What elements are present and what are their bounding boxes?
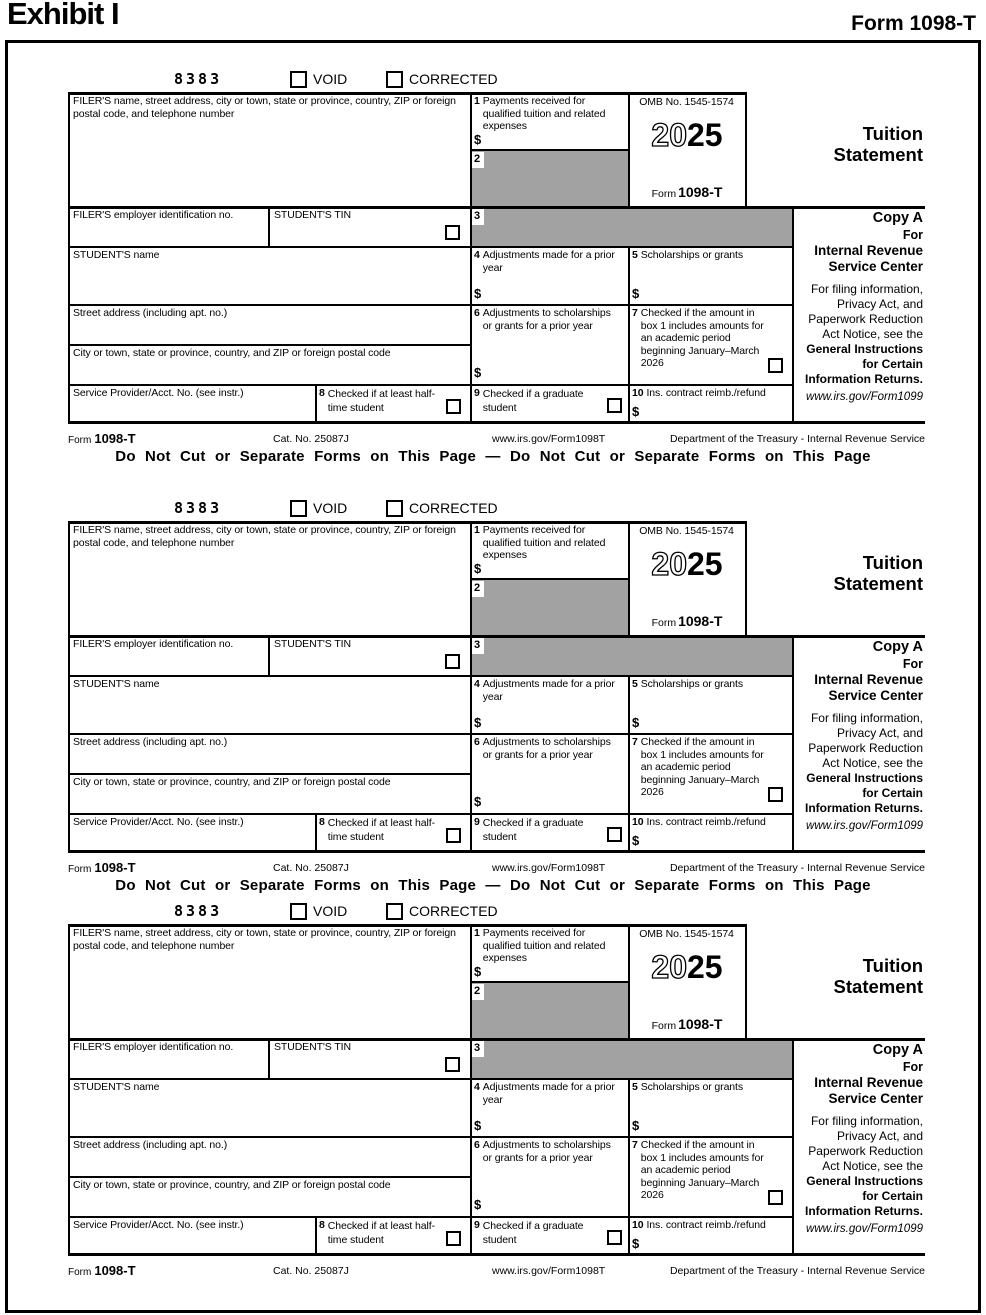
- exhibit-title: Exhibit I: [7, 0, 119, 31]
- divider-line: [268, 1038, 270, 1080]
- form-scan-code: 8383: [174, 499, 223, 517]
- corrected-checkbox[interactable]: [386, 500, 403, 517]
- copy-a-block: Copy A For Internal Revenue Service Center For filing information, Privacy Act, and Paperwork Reduction Act Notice, see the General Instructions for Certain Information Returns. www.irs.gov/Form1099: [791, 210, 923, 403]
- irs-form-url: www.irs.gov/Form1098T: [492, 1265, 606, 1277]
- student-tin-label: STUDENT'S TIN: [274, 1041, 351, 1053]
- void-checkbox[interactable]: [290, 903, 307, 920]
- irs-form-url: www.irs.gov/Form1098T: [492, 862, 606, 874]
- box5-dollar: $: [632, 286, 640, 301]
- corrected-label: CORRECTED: [409, 71, 498, 87]
- omb-number: OMB No. 1545-1574: [639, 928, 734, 940]
- divider-line: [68, 675, 794, 677]
- box6-dollar: $: [474, 794, 482, 809]
- box3-shaded-area: [470, 635, 792, 677]
- box1-label: 1 Payments received for qualified tuition and related expenses: [474, 95, 606, 132]
- box1-label: 1 Payments received for qualified tuition and related expenses: [474, 927, 606, 964]
- irs-1099-url: www.irs.gov/Form1099: [806, 391, 923, 403]
- box3-number: 3: [472, 1041, 484, 1057]
- omb-number: OMB No. 1545-1574: [639, 525, 734, 537]
- box9-label: 9 Checked if a graduate student: [474, 387, 584, 414]
- box1-dollar: $: [474, 132, 482, 147]
- box7-label: 7 Checked if the amount in box 1 includes amounts for an academic period beginning January–March 2026: [632, 736, 764, 798]
- service-provider-label: Service Provider/Acct. No. (see instr.): [73, 816, 244, 828]
- box2-shaded-area: [470, 981, 628, 1040]
- box2-shaded-area: [470, 578, 628, 637]
- copy-a-block: Copy A For Internal Revenue Service Center For filing information, Privacy Act, and Paperwork Reduction Act Notice, see the General Instructions for Certain Information Returns. www.irs.gov/Form1099: [791, 639, 923, 832]
- filer-name-label: FILER'S name, street address, city or town, state or province, country, ZIP or foreign postal code, and telephone number: [73, 524, 456, 549]
- box7-label: 7 Checked if the amount in box 1 includes amounts for an academic period beginning January–March 2026: [632, 307, 764, 369]
- box8-label: 8 Checked if at least half-time student: [319, 816, 435, 843]
- form-number-label: Form 1098-T: [651, 1016, 723, 1032]
- divider-line: [68, 1216, 794, 1218]
- tax-year: 2025: [651, 949, 723, 985]
- form-scan-code: 8383: [174, 902, 223, 920]
- form-title: Tuition Statement: [833, 552, 923, 594]
- box5-label: 5 Scholarships or grants: [632, 1081, 744, 1093]
- box7-checkbox[interactable]: [768, 1190, 783, 1205]
- divider-line: [68, 1176, 472, 1178]
- forms-sheet: [5, 40, 981, 1313]
- box9-checkbox[interactable]: [607, 1230, 622, 1245]
- form-1098t-copy: [68, 497, 925, 875]
- box9-checkbox[interactable]: [607, 827, 622, 842]
- copy-a-label: Copy A: [872, 1042, 923, 1058]
- box3-number: 3: [472, 638, 484, 654]
- divider-line: [68, 344, 472, 346]
- form-title: Tuition Statement: [833, 955, 923, 997]
- box2-number: 2: [472, 984, 484, 1000]
- box3-shaded-area: [470, 206, 792, 248]
- copy-footer: [68, 1261, 925, 1278]
- box6-dollar: $: [474, 1197, 482, 1212]
- box8-checkbox[interactable]: [446, 399, 461, 414]
- student-name-label: STUDENT'S name: [73, 1081, 160, 1093]
- treasury-department-label: Department of the Treasury - Internal Revenue Service: [669, 1265, 925, 1277]
- box4-label: 4 Adjustments made for a prior year: [474, 678, 615, 703]
- box6-dollar: $: [474, 365, 482, 380]
- do-not-cut-separator: Do Not Cut or Separate Forms on This Page — Do Not Cut or Separate Forms on This Page: [115, 877, 871, 894]
- code-row: [68, 900, 925, 922]
- copy-footer: [68, 858, 925, 875]
- student-tin-label: STUDENT'S TIN: [274, 638, 351, 650]
- box5-label: 5 Scholarships or grants: [632, 249, 744, 261]
- form-copy-2: [8, 497, 978, 875]
- omb-number: OMB No. 1545-1574: [639, 96, 734, 108]
- box4-label: 4 Adjustments made for a prior year: [474, 249, 615, 274]
- street-address-label: Street address (including apt. no.): [73, 1139, 228, 1151]
- box7-label: 7 Checked if the amount in box 1 includes amounts for an academic period beginning January–March 2026: [632, 1139, 764, 1201]
- box4-dollar: $: [474, 715, 482, 730]
- box9-label: 9 Checked if a graduate student: [474, 1219, 584, 1246]
- copy-a-block: Copy A For Internal Revenue Service Center For filing information, Privacy Act, and Paperwork Reduction Act Notice, see the General Instructions for Certain Information Returns. www.irs.gov/Form1099: [791, 1042, 923, 1235]
- divider-line: [68, 421, 925, 424]
- form-number-label: Form 1098-T: [651, 613, 723, 629]
- void-label: VOID: [313, 500, 348, 516]
- box10-label: 10 Ins. contract reimb./refund: [632, 816, 766, 828]
- divider-line: [68, 304, 794, 306]
- student-tin-checkbox[interactable]: [445, 225, 460, 240]
- box1-label: 1 Payments received for qualified tuition and related expenses: [474, 524, 606, 561]
- form-grid: [68, 924, 925, 1256]
- corrected-label: CORRECTED: [409, 903, 498, 919]
- divider-line: [628, 1078, 630, 1256]
- divider-line: [470, 149, 628, 151]
- box8-checkbox[interactable]: [446, 828, 461, 843]
- divider-line: [68, 246, 794, 248]
- form-scan-code: 8383: [174, 70, 223, 88]
- city-label: City or town, state or province, country, and ZIP or foreign postal code: [73, 347, 391, 359]
- code-row: [68, 497, 925, 519]
- footer-form-number: Form 1098-T: [68, 1263, 136, 1278]
- box8-label: 8 Checked if at least half-time student: [319, 387, 435, 414]
- box7-checkbox[interactable]: [768, 358, 783, 373]
- form-grid: [68, 521, 925, 853]
- divider-line: [68, 733, 794, 735]
- filer-name-label: FILER'S name, street address, city or town, state or province, country, ZIP or foreign postal code, and telephone number: [73, 95, 456, 120]
- catalog-number: Cat. No. 25087J: [273, 1265, 349, 1277]
- box10-label: 10 Ins. contract reimb./refund: [632, 387, 766, 399]
- box4-label: 4 Adjustments made for a prior year: [474, 1081, 615, 1106]
- corrected-checkbox[interactable]: [386, 71, 403, 88]
- box7-checkbox[interactable]: [768, 787, 783, 802]
- form-1098t-copy: [68, 900, 925, 1278]
- box1-dollar: $: [474, 561, 482, 576]
- footer-form-number: Form 1098-T: [68, 860, 136, 875]
- divider-line: [470, 981, 628, 983]
- divider-line: [628, 675, 630, 853]
- box6-label: 6 Adjustments to scholarships or grants for a prior year: [474, 1139, 611, 1164]
- divider-line: [68, 773, 472, 775]
- service-provider-label: Service Provider/Acct. No. (see instr.): [73, 1219, 244, 1231]
- catalog-number: Cat. No. 25087J: [273, 433, 349, 445]
- student-tin-checkbox[interactable]: [445, 654, 460, 669]
- filer-name-label: FILER'S name, street address, city or town, state or province, country, ZIP or foreign postal code, and telephone number: [73, 927, 456, 952]
- void-label: VOID: [313, 903, 348, 919]
- divider-line: [68, 92, 70, 424]
- divider-line: [68, 813, 794, 815]
- street-address-label: Street address (including apt. no.): [73, 736, 228, 748]
- divider-line: [470, 521, 472, 853]
- page-form-number: Form 1098-T: [851, 12, 976, 35]
- student-tin-label: STUDENT'S TIN: [274, 209, 351, 221]
- box2-number: 2: [472, 581, 484, 597]
- box2-shaded-area: [470, 149, 628, 208]
- void-checkbox[interactable]: [290, 500, 307, 517]
- filer-ein-label: FILER'S employer identification no.: [73, 209, 234, 221]
- box4-dollar: $: [474, 1118, 482, 1133]
- form-copy-1: [8, 68, 978, 446]
- tax-year: 2025: [651, 546, 723, 582]
- catalog-number: Cat. No. 25087J: [273, 862, 349, 874]
- box10-dollar: $: [632, 404, 640, 419]
- box5-dollar: $: [632, 1118, 640, 1133]
- divider-line: [68, 1253, 925, 1256]
- student-tin-checkbox[interactable]: [445, 1057, 460, 1072]
- divider-line: [68, 1078, 794, 1080]
- divider-line: [68, 384, 794, 386]
- footer-form-number: Form 1098-T: [68, 431, 136, 446]
- divider-line: [68, 521, 70, 853]
- corrected-label: CORRECTED: [409, 500, 498, 516]
- divider-line: [470, 92, 472, 424]
- void-checkbox[interactable]: [290, 71, 307, 88]
- form-copy-3: [8, 900, 978, 1278]
- divider-line: [68, 1136, 794, 1138]
- copy-a-label: Copy A: [872, 639, 923, 655]
- service-provider-label: Service Provider/Acct. No. (see instr.): [73, 387, 244, 399]
- treasury-department-label: Department of the Treasury - Internal Revenue Service: [669, 433, 925, 445]
- divider-line: [470, 924, 472, 1256]
- treasury-department-label: Department of the Treasury - Internal Revenue Service: [669, 862, 925, 874]
- form-grid: [68, 92, 925, 424]
- box4-dollar: $: [474, 286, 482, 301]
- city-label: City or town, state or province, country, and ZIP or foreign postal code: [73, 1179, 391, 1191]
- box2-number: 2: [472, 152, 484, 168]
- box10-dollar: $: [632, 1236, 640, 1251]
- irs-1099-url: www.irs.gov/Form1099: [806, 820, 923, 832]
- corrected-checkbox[interactable]: [386, 903, 403, 920]
- box10-label: 10 Ins. contract reimb./refund: [632, 1219, 766, 1231]
- box6-label: 6 Adjustments to scholarships or grants for a prior year: [474, 736, 611, 761]
- divider-line: [315, 384, 317, 424]
- divider-line: [268, 635, 270, 677]
- divider-line: [315, 1216, 317, 1256]
- copy-footer: [68, 429, 925, 446]
- form-title: Tuition Statement: [833, 123, 923, 165]
- street-address-label: Street address (including apt. no.): [73, 307, 228, 319]
- divider-line: [68, 850, 925, 853]
- box10-dollar: $: [632, 833, 640, 848]
- form-1098t-copy: [68, 68, 925, 446]
- box9-checkbox[interactable]: [607, 398, 622, 413]
- divider-line: [68, 924, 70, 1256]
- box5-label: 5 Scholarships or grants: [632, 678, 744, 690]
- code-row: [68, 68, 925, 90]
- student-name-label: STUDENT'S name: [73, 678, 160, 690]
- form-number-label: Form 1098-T: [651, 184, 723, 200]
- do-not-cut-separator: Do Not Cut or Separate Forms on This Page — Do Not Cut or Separate Forms on This Page: [115, 448, 871, 465]
- divider-line: [628, 246, 630, 424]
- tax-year: 2025: [651, 117, 723, 153]
- filer-ein-label: FILER'S employer identification no.: [73, 638, 234, 650]
- city-label: City or town, state or province, country, and ZIP or foreign postal code: [73, 776, 391, 788]
- box9-label: 9 Checked if a graduate student: [474, 816, 584, 843]
- box6-label: 6 Adjustments to scholarships or grants for a prior year: [474, 307, 611, 332]
- irs-form-url: www.irs.gov/Form1098T: [492, 433, 606, 445]
- box8-label: 8 Checked if at least half-time student: [319, 1219, 435, 1246]
- filer-ein-label: FILER'S employer identification no.: [73, 1041, 234, 1053]
- box5-dollar: $: [632, 715, 640, 730]
- copy-a-label: Copy A: [872, 210, 923, 226]
- void-label: VOID: [313, 71, 348, 87]
- irs-1099-url: www.irs.gov/Form1099: [806, 1223, 923, 1235]
- divider-line: [268, 206, 270, 248]
- box3-shaded-area: [470, 1038, 792, 1080]
- box8-checkbox[interactable]: [446, 1231, 461, 1246]
- student-name-label: STUDENT'S name: [73, 249, 160, 261]
- divider-line: [470, 578, 628, 580]
- box3-number: 3: [472, 209, 484, 225]
- divider-line: [315, 813, 317, 853]
- box1-dollar: $: [474, 964, 482, 979]
